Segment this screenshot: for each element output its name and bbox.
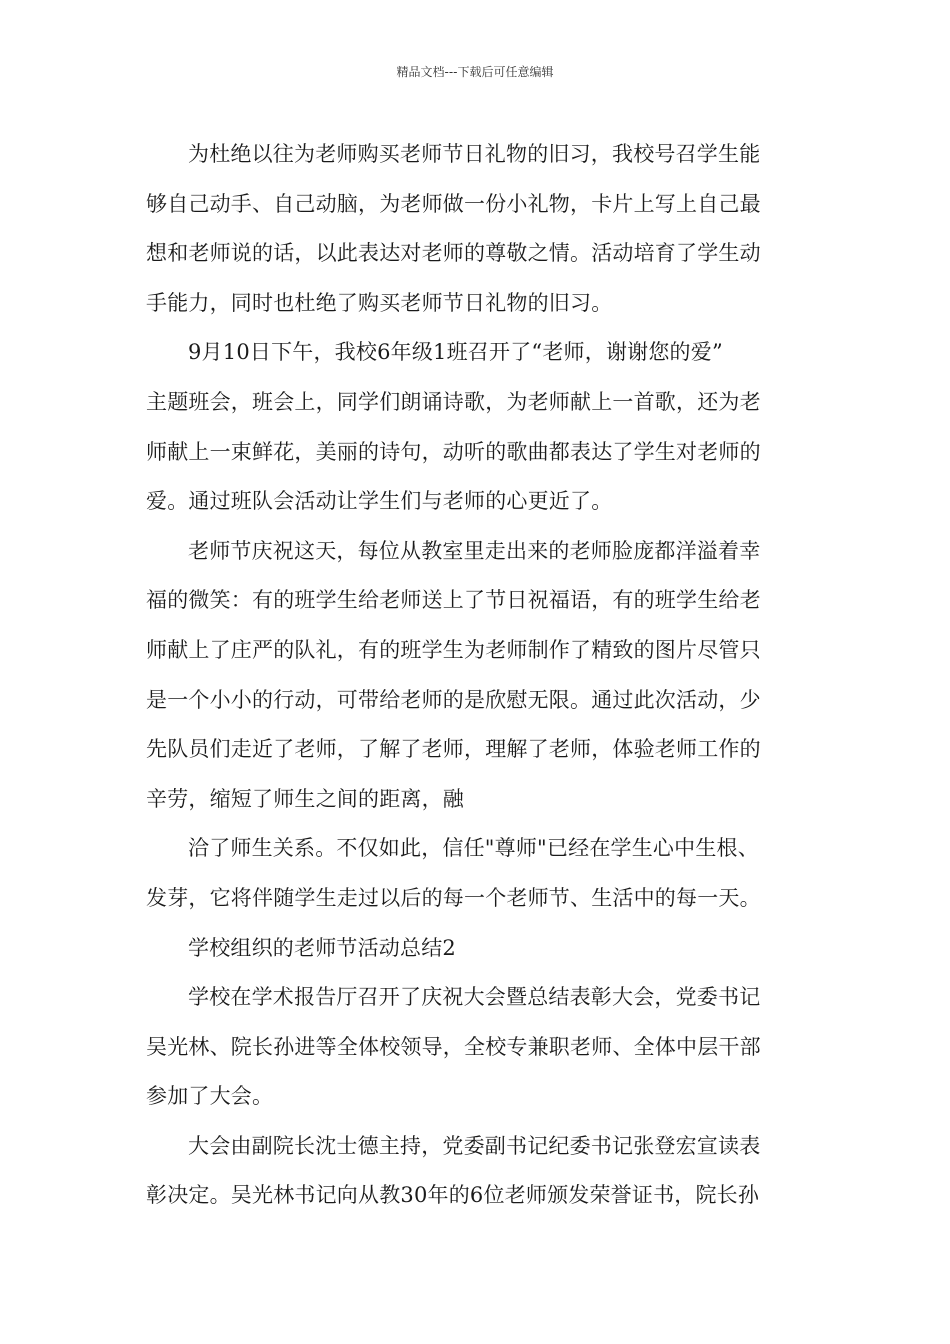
- text-line: 福的微笑：有的班学生给老师送上了节日祝福语，有的班学生给老: [146, 588, 761, 613]
- document-body: [146, 130, 806, 1221]
- paragraph-3: [146, 527, 806, 825]
- text-line: 是一个小小的行动，可带给老师的是欣慰无限。通过此次活动，少: [146, 687, 761, 712]
- text-line: 先队员们走近了老师，了解了老师，理解了老师，体验老师工作的: [146, 737, 761, 762]
- paragraph-5: [146, 973, 806, 1122]
- text-line: 师献上了庄严的队礼，有的班学生为老师制作了精致的图片尽管只: [146, 637, 761, 662]
- text-line: 老师节庆祝这天，每位从教室里走出来的老师脸庞都洋溢着幸: [188, 538, 761, 563]
- text-line: 学校在学术报告厅召开了庆祝大会暨总结表彰大会，党委书记: [188, 985, 761, 1010]
- heading-text: 学校组织的老师节活动总结2: [188, 935, 456, 960]
- text-line: 辛劳，缩短了师生之间的距离，融: [146, 786, 464, 811]
- text-line: 发芽，它将伴随学生走过以后的每一个老师节、生活中的每一天。: [146, 885, 761, 910]
- text-line: 为杜绝以往为老师购买老师节日礼物的旧习，我校号召学生能: [188, 142, 761, 166]
- text-line: 参加了大会。: [146, 1084, 274, 1109]
- text-line: 主题班会，班会上，同学们朗诵诗歌，为老师献上一首歌，还为老: [146, 389, 761, 414]
- paragraph-2: [146, 328, 806, 526]
- text-line: 够自己动手、自己动脑，为老师做一份小礼物，卡片上写上自己最: [146, 191, 761, 216]
- text-line: 师献上一束鲜花，美丽的诗句，动听的歌曲都表达了学生对老师的: [146, 439, 761, 464]
- text-line: 想和老师说的话，以此表达对老师的尊敬之情。活动培育了学生动: [146, 241, 761, 266]
- page-header: 精品文档---下载后可任意编辑: [396, 65, 554, 79]
- section-heading: [146, 924, 806, 974]
- text-line: 洽了师生关系。不仅如此，信任"尊师"已经在学生心中生根、: [188, 836, 759, 861]
- paragraph-6: [146, 1122, 806, 1221]
- text-line: 爱。通过班队会活动让学生们与老师的心更近了。: [146, 489, 613, 514]
- paragraph-1: [146, 130, 806, 328]
- text-line: 大会由副院长沈士德主持，党委副书记纪委书记张登宏宣读表: [188, 1133, 761, 1158]
- paragraph-4: [146, 824, 806, 923]
- text-line: 手能力，同时也杜绝了购买老师节日礼物的旧习。: [146, 290, 613, 315]
- text-line: 吴光林、院长孙进等全体校领导，全校专兼职老师、全体中层干部: [146, 1034, 761, 1059]
- text-line: 彰决定。吴光林书记向从教30年的6位老师颁发荣誉证书，院长孙: [146, 1183, 760, 1208]
- text-line: 9月10日下午，我校6年级1班召开了“老师，谢谢您的爱”: [188, 340, 723, 365]
